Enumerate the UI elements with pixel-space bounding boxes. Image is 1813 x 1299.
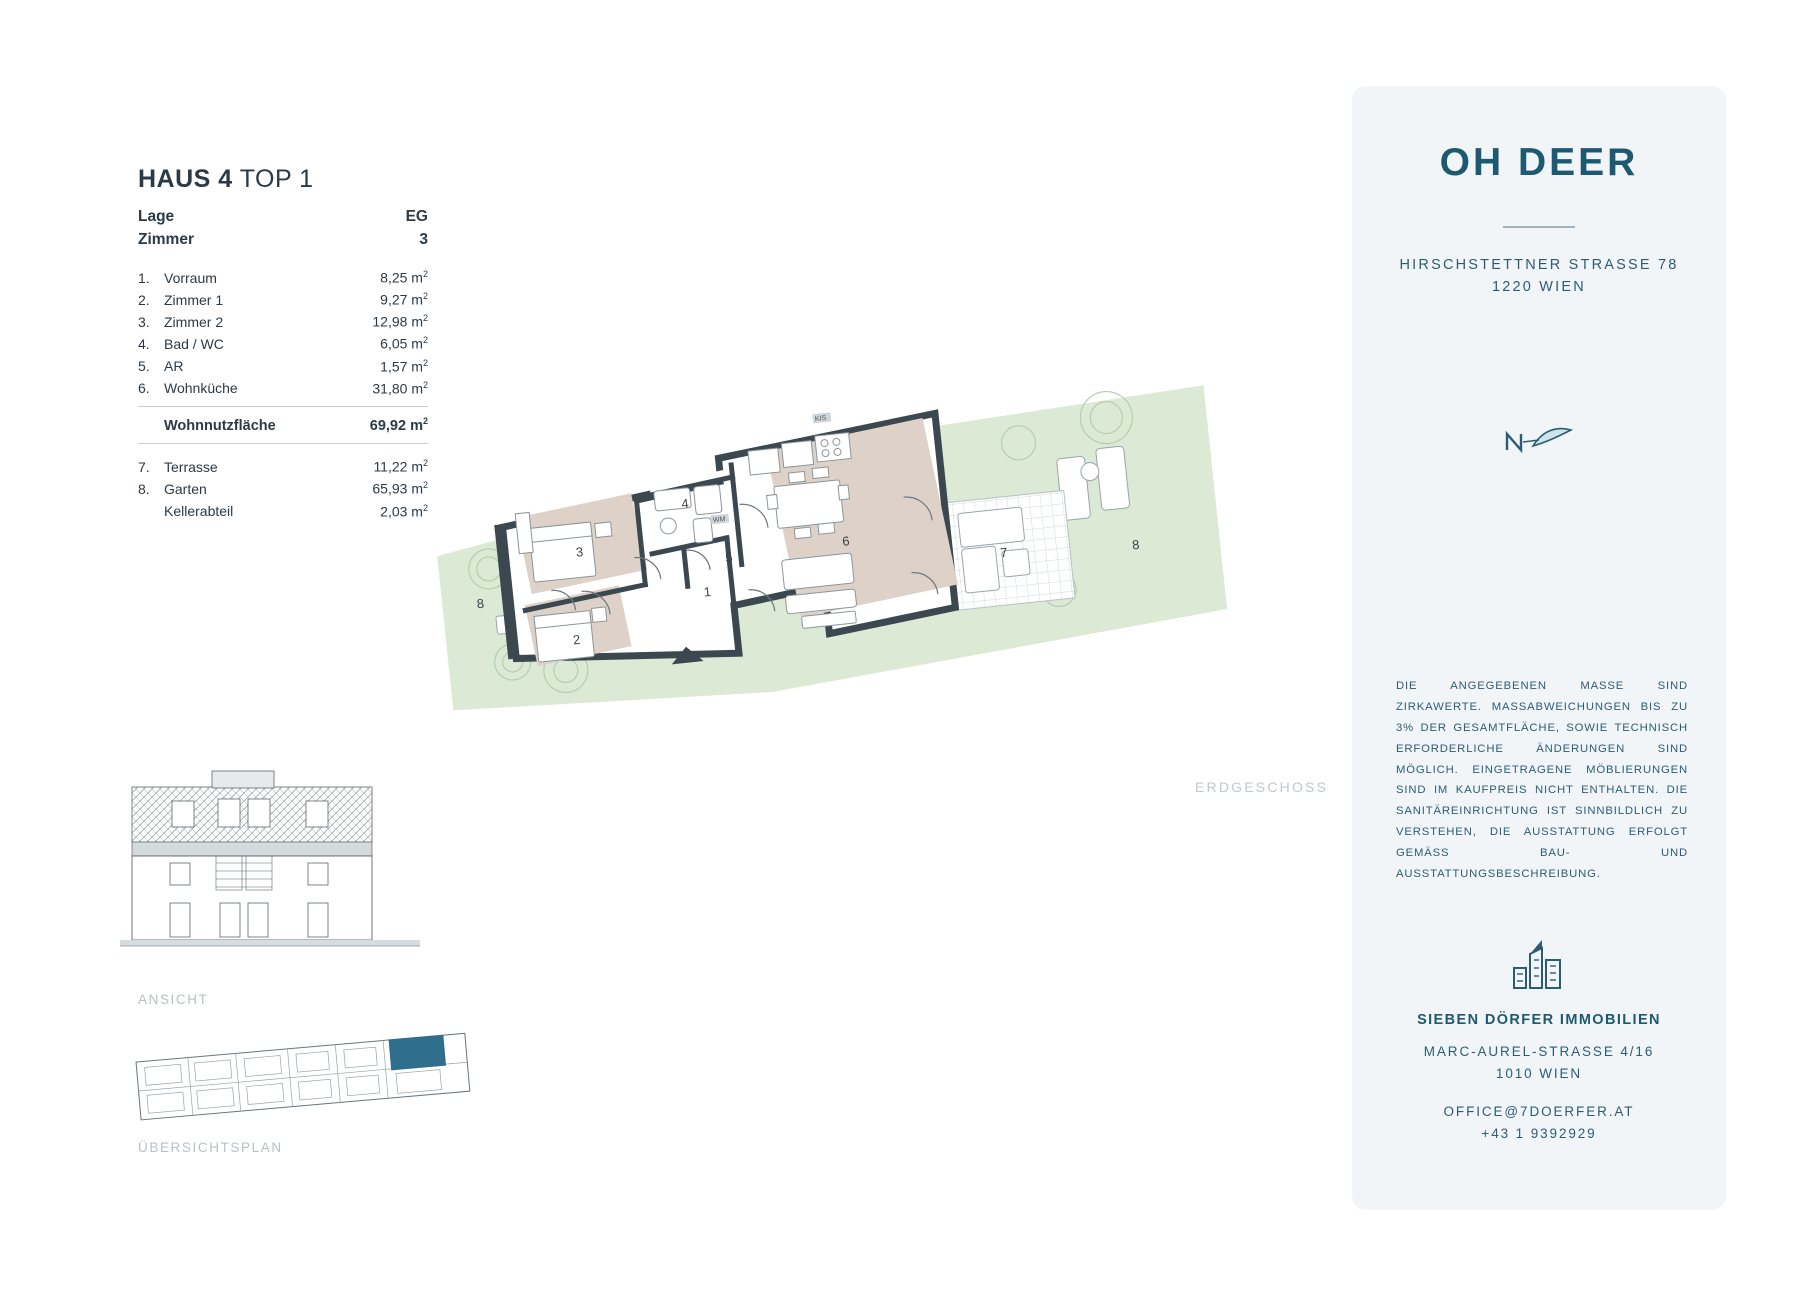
fact-row-lage — [138, 208, 428, 226]
svg-text:WM: WM — [712, 515, 726, 525]
brand-title: OH DEER — [1439, 141, 1639, 184]
room-number: 1. — [138, 269, 150, 286]
room-name: Vorraum — [164, 269, 217, 286]
room-area: 12,98 $m^2$ — [372, 313, 428, 330]
room-row — [138, 503, 428, 520]
compass-icon — [1499, 416, 1579, 466]
room-list — [138, 269, 428, 519]
room-row — [138, 480, 428, 497]
unit-info-block — [138, 165, 438, 525]
floorplan-drawing — [430, 380, 1330, 740]
fact-label-zimmer: Zimmer — [138, 231, 194, 248]
page-title — [138, 165, 438, 194]
plan-label-7: 7 — [999, 544, 1009, 561]
room-name: AR — [164, 358, 184, 375]
plan-label-3: 3 — [575, 544, 584, 560]
title-unit: TOP 1 — [239, 165, 314, 193]
room-number: 2. — [138, 291, 150, 308]
room-name: Zimmer 2 — [164, 313, 224, 330]
room-number: 3. — [138, 313, 150, 330]
project-address-line2: 1220 WIEN — [1492, 279, 1586, 296]
room-number: 6. — [138, 380, 150, 397]
room-row — [138, 313, 428, 330]
project-address — [1352, 254, 1726, 299]
plan-label-6: 6 — [841, 533, 851, 549]
company-contact — [1352, 1101, 1726, 1144]
room-name: Terrasse — [164, 458, 218, 475]
total-area-row — [138, 406, 428, 444]
caption-overview: ÜBERSICHTSPLAN — [138, 1140, 283, 1155]
company-address-line1: MARC-AUREL-STRASSE 4/16 — [1423, 1044, 1655, 1059]
total-label: Wohnnutzfläche — [164, 418, 276, 435]
plan-label-4: 4 — [680, 495, 690, 512]
room-name: Zimmer 1 — [164, 291, 224, 308]
disclaimer-text: DIE ANGEGEBENEN MASSE SIND ZIRKAWERTE. MASSABWEICHUNGEN BIS ZU 3% DER GESAMTFLÄCHE, SOWIE TECHNISCH ERFORDERLICHE ÄNDERUNGEN SIND MÖGLICH. EINGETRAGENE MÖBLIERUNGEN SIND IM KAUFPREIS NICHT ENTHALTEN. DIE SANITÄREINRICHTUNG IST SINNBILDLICH ZU VERSTEHEN, DIE AUSSTATTUNG ERFOLGT GEMÄSS BAU- UND AUSSTATTUNGSBESCHREIBUNG. — [1396, 680, 1688, 881]
company-address — [1352, 1041, 1726, 1084]
fact-label-lage: Lage — [138, 208, 175, 225]
plan-label-5: 5 — [724, 549, 734, 566]
room-number: 8. — [138, 481, 150, 498]
room-row — [138, 358, 428, 375]
caption-floor: ERDGESCHOSS — [1195, 779, 1329, 795]
room-area: 2,03 $m^2$ — [380, 502, 428, 520]
room-name: Wohnküche — [164, 380, 238, 397]
room-name: Bad / WC — [164, 336, 224, 353]
project-address-line1: HIRSCHSTETTNER STRASSE 78 — [1399, 257, 1679, 273]
room-number: 4. — [138, 336, 150, 353]
divider — [1503, 226, 1575, 228]
caption-elevation: ANSICHT — [138, 992, 209, 1007]
company-name: SIEBEN DÖRFER IMMOBILIEN — [1417, 1012, 1661, 1028]
company-email[interactable]: OFFICE@7DOERFER.AT — [1443, 1104, 1635, 1119]
room-row — [138, 380, 428, 397]
room-area: 65,93 $m^2$ — [372, 480, 428, 498]
svg-text:KIS: KIS — [814, 414, 827, 424]
fact-row-zimmer — [138, 231, 428, 249]
room-name: Kellerabteil — [164, 503, 234, 520]
room-row — [138, 335, 428, 352]
room-area: 6,05 $m^2$ — [380, 335, 428, 353]
room-number: 5. — [138, 358, 150, 375]
room-name: Garten — [164, 481, 207, 498]
total-area: 69,92 $m^2$ — [369, 416, 428, 435]
room-row — [138, 269, 428, 286]
company-logo-icon — [1508, 934, 1570, 994]
company-phone[interactable]: +43 1 9392929 — [1481, 1125, 1597, 1141]
room-row — [138, 458, 428, 475]
room-area: 11,22 $m^2$ — [373, 458, 428, 475]
elevation-drawing — [120, 765, 420, 975]
plan-label-1: 1 — [702, 583, 712, 600]
overview-plan — [130, 1025, 490, 1130]
room-row — [138, 291, 428, 308]
fact-value-lage: EG — [405, 208, 428, 225]
fact-value-zimmer: 3 — [419, 231, 428, 248]
room-number: 7. — [138, 458, 150, 475]
plan-label-8-left: 8 — [475, 595, 485, 612]
room-area: 9,27 $m^2$ — [380, 291, 428, 308]
info-panel — [1352, 86, 1726, 1210]
room-area: 1,57 $m^2$ — [380, 357, 428, 375]
company-address-line2: 1010 WIEN — [1495, 1065, 1583, 1081]
room-area: 8,25 $m^2$ — [380, 269, 428, 286]
title-house: HAUS 4 — [138, 165, 233, 193]
plan-label-2: 2 — [572, 631, 582, 648]
plan-label-8-right: 8 — [1131, 536, 1141, 553]
room-area: 31,80 $m^2$ — [372, 379, 428, 397]
